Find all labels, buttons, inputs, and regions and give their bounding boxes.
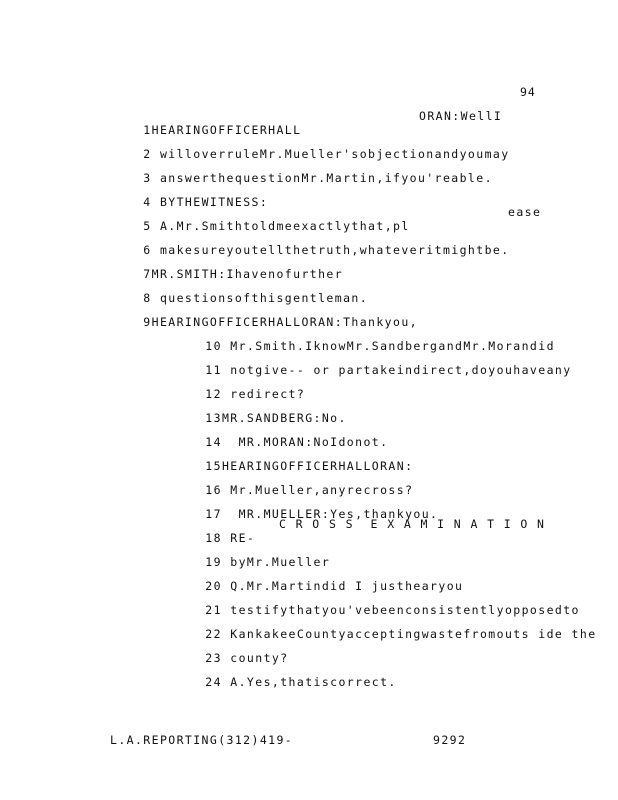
line-text: HEARINGOFFICERHALLORAN: (221, 459, 414, 473)
line-text: RE- (230, 531, 256, 545)
line-number: 20 (205, 579, 222, 593)
line-text: Q.Mr.Martindid I justhearyou (230, 579, 464, 593)
page-number: 94 (520, 85, 536, 99)
line-number: 16 (205, 483, 222, 497)
line-text: willoverruleMr.Mueller'sobjectionandyoumay (159, 147, 510, 161)
line-number: 5 (143, 219, 152, 233)
line-text: A.Mr.Smithtoldmeexactlythat,pl (159, 219, 410, 233)
line-number: 6 (143, 243, 152, 257)
line-tail: ORAN:WellI (419, 109, 503, 123)
line-number: 15 (205, 459, 222, 473)
line-number: 8 (143, 291, 152, 305)
line-number: 1 (143, 123, 152, 137)
line-number: 19 (205, 555, 222, 569)
line-text: makesureyoutellthetruth,whateveritmightbe. (159, 243, 510, 257)
line-number: 17 (205, 507, 222, 521)
line-text: MR.MORAN:NoIdonot. (230, 435, 389, 449)
line-number: 2 (143, 147, 152, 161)
line-number: 18 (205, 531, 222, 545)
line-text: MR.MUELLER:Yes,thankyou. (221, 507, 439, 521)
line-text: testifythatyou'vebeenconsistentlyopposedto (230, 603, 580, 617)
line-number: 22 (205, 627, 222, 641)
line-number: 12 (205, 387, 222, 401)
footer-reporter: L.A.REPORTING(312)419- (110, 733, 294, 747)
line-number: 21 (205, 603, 222, 617)
line-text: HEARINGOFFICERHALL (151, 123, 302, 137)
line-tail: ease (508, 205, 542, 219)
line-text: KankakeeCountyacceptingwastefromouts ide the (230, 627, 597, 641)
line-number: 10 (205, 339, 222, 353)
line-text: MR.SANDBERG:No. (221, 411, 347, 425)
line-text: questionsofthisgentleman. (159, 291, 369, 305)
transcript-line-24 (172, 661, 397, 703)
line-number: 23 (205, 651, 222, 665)
line-text: Mr.Smith.IknowMr.SandbergandMr.Morandid (230, 339, 555, 353)
line-text: notgive-- or partakeindirect,doyouhaveany (230, 363, 572, 377)
line-number: 11 (205, 363, 222, 377)
line-text: county? (230, 651, 289, 665)
line-text: HEARINGOFFICERHALLORAN:Thankyou, (151, 315, 418, 329)
line-text: redirect? (230, 387, 306, 401)
line-text: BYTHEWITNESS: (159, 195, 269, 209)
line-text: MR.SMITH:Ihavenofurther (151, 267, 344, 281)
line-number: 4 (143, 195, 152, 209)
line-text: A.Yes,thatiscorrect. (230, 675, 397, 689)
line-text: answerthequestionMr.Martin,ifyou'reable. (159, 171, 493, 185)
line-number: 9 (143, 315, 152, 329)
footer-phone-suffix: 9292 (433, 733, 467, 747)
line-text: byMr.Mueller (230, 555, 331, 569)
section-heading: C R O S S E X A M I N A T I O N (279, 517, 546, 531)
line-number: 13 (205, 411, 222, 425)
line-text: Mr.Mueller,anyrecross? (230, 483, 414, 497)
line-number: 7 (143, 267, 152, 281)
line-number: 3 (143, 171, 152, 185)
line-number: 14 (205, 435, 222, 449)
line-number: 24 (205, 675, 222, 689)
